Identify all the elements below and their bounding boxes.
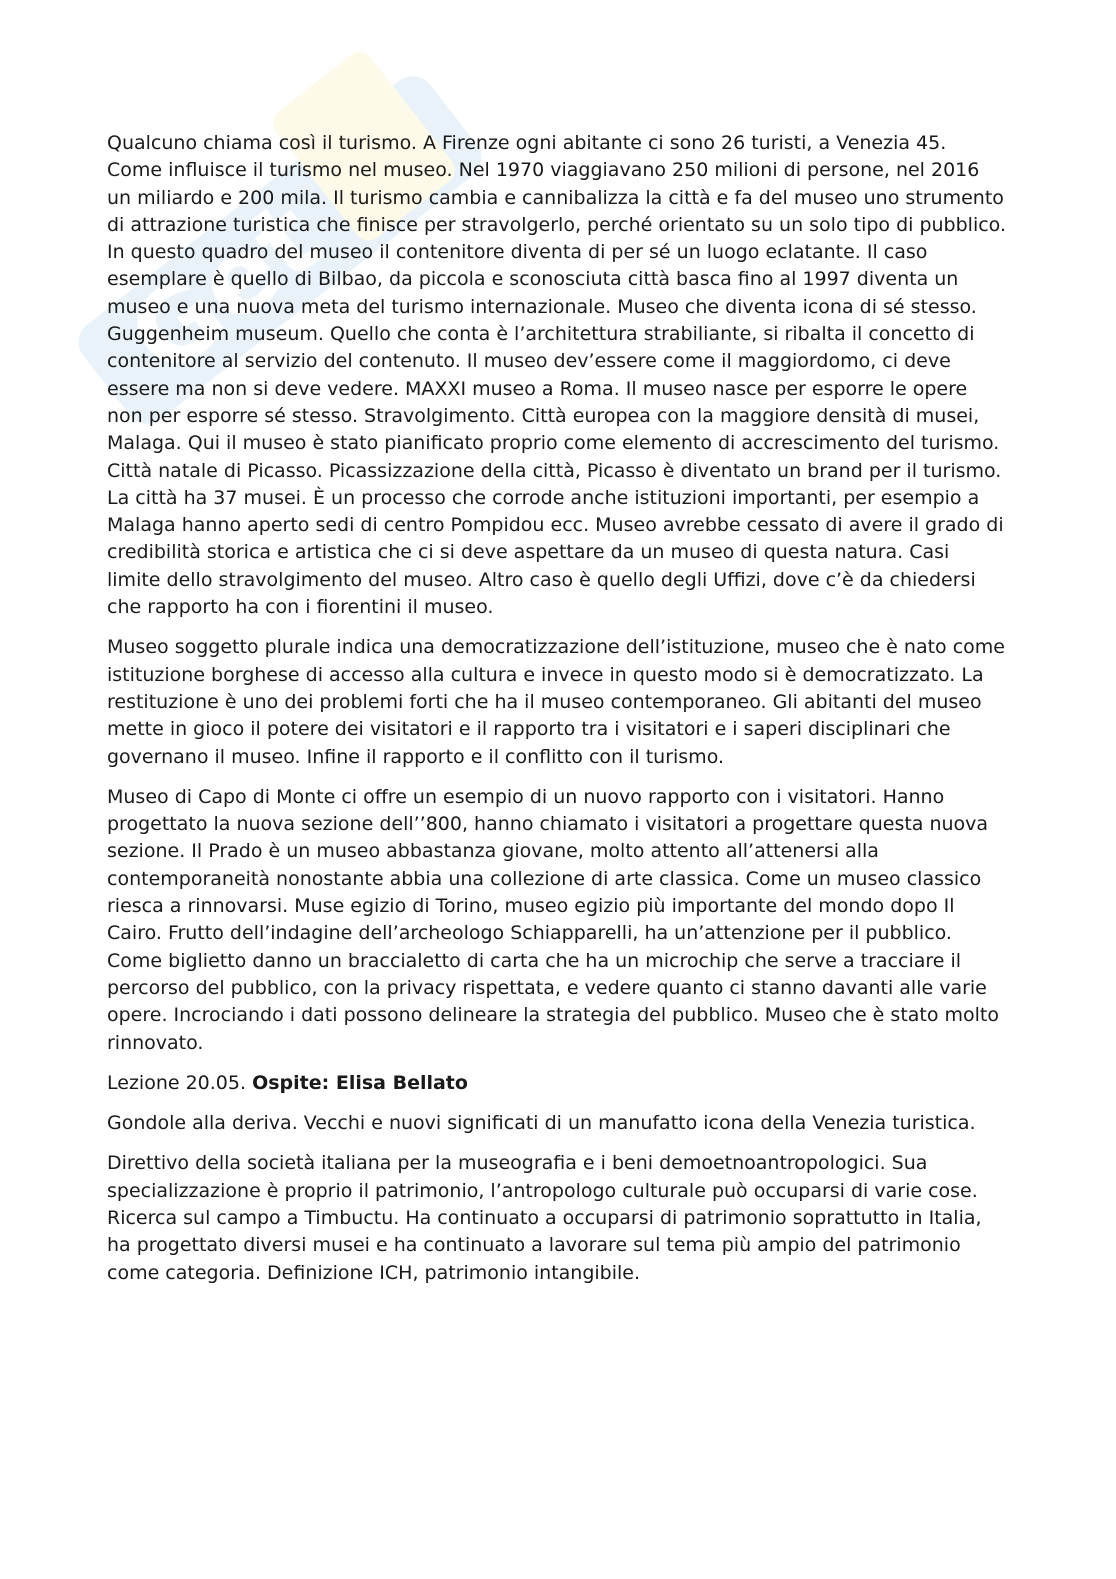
paragraph-turismo: Qualcuno chiama così il turismo. A Firenze ogni abitante ci sono 26 turisti, a Venezia 45. Come influisce il turismo nel museo. Nel 1970 viaggiavano 250 milioni di persone, nel 2016 un miliardo e 200 mila. Il turismo cambia e cannibalizza la città e fa del museo uno strumento di attrazione turistica che finisce per stravolgerlo, perché orientato su un solo tipo di pubblico. In questo quadro del museo il contenitore diventa di per sé un luogo eclatante. Il caso esemplare è quello di Bilbao, da piccola e sconosciuta città basca fino al 1997 diventa un museo e una nuova meta del turismo internazionale. Museo che diventa icona di sé stesso. Guggenheim museum. Quello che conta è l’architettura strabiliante, si ribalta il concetto di contenitore al servizio del contenuto. Il museo dev’essere come il maggiordomo, ci deve essere ma non si deve vedere. MAXXI museo a Roma. Il museo nasce per esporre le opere non per esporre sé stesso. Stravolgimento. Città europea con la maggiore densità di musei, Malaga. Qui il museo è stato pianificato proprio come elemento di accrescimento del turismo. Città natale di Picasso. Picassizzazione della città, Picasso è diventato un brand per il turismo. La città ha 37 musei. È un processo che corrode anche istituzioni importanti, per esempio a Malaga hanno aperto sedi di centro Pompidou ecc. Museo avrebbe cessato di avere il grado di credibilità storica e artistica che ci si deve aspettare da un museo di questa natura. Casi limite dello stravolgimento del museo. Altro caso è quello degli Uffizi, dove c’è da chiedersi che rapporto ha con i fiorentini il museo. <box>107 132 1007 619</box>
lesson-guest: Ospite: Elisa Bellato <box>252 1071 468 1094</box>
paragraph-direttivo: Direttivo della società italiana per la museografia e i beni demoetnoantropologici. Sua specializzazione è proprio il patrimonio, l’antropologo culturale può occuparsi di varie cose. Ricerca sul campo a Timbuctu. Ha continuato a occuparsi di patrimonio soprattutto in Italia, ha progettato diversi musei e ha continuato a lavorare sul tema più ampio del patrimonio come categoria. Definizione ICH, patrimonio intangibile. <box>107 1152 982 1284</box>
paragraph-capo-di-monte: Museo di Capo di Monte ci offre un esempio di un nuovo rapporto con i visitatori. Hanno progettato la nuova sezione dell’’800, hanno chiamato i visitatori a progettare questa nuova sezione. Il Prado è un museo abbastanza giovane, molto attento all’attenersi alla contemporaneità nonostante abbia una collezione di arte classica. Come un museo classico riesca a rinnovarsi. Muse egizio di Torino, museo egizio più importante del mondo dopo Il Cairo. Frutto dell’indagine dell’archeologo Schiapparelli, ha un’attenzione per il pubblico. Come biglietto danno un braccialetto di carta che ha un microchip che serve a tracciare il percorso del pubblico, con la privacy rispettata, e vedere quanto ci stanno davanti alle varie opere. Incrociando i dati possono delineare la strategia del pubblico. Museo che è stato molto rinnovato. <box>107 785 1000 1054</box>
paragraph-museo-plurale: Museo soggetto plurale indica una democratizzazione dell’istituzione, museo che è nato come istituzione borghese di accesso alla cultura e invece in questo modo si è democratizzato. La restituzione è uno dei problemi forti che ha il museo contemporaneo. Gli abitanti del museo mette in gioco il potere dei visitatori e il rapporto tra i visitatori e i saperi disciplinari che governano il museo. Infine il rapporto e il conflitto con il turismo. <box>107 636 1005 768</box>
lesson-heading <box>107 1070 1007 1097</box>
watermark-text: Get <box>106 176 344 400</box>
lesson-date: Lezione 20.05. <box>107 1071 247 1094</box>
document-body <box>107 130 1007 1300</box>
paragraph-gondole: Gondole alla deriva. Vecchi e nuovi significati di un manufatto icona della Venezia turistica. <box>107 1112 976 1135</box>
